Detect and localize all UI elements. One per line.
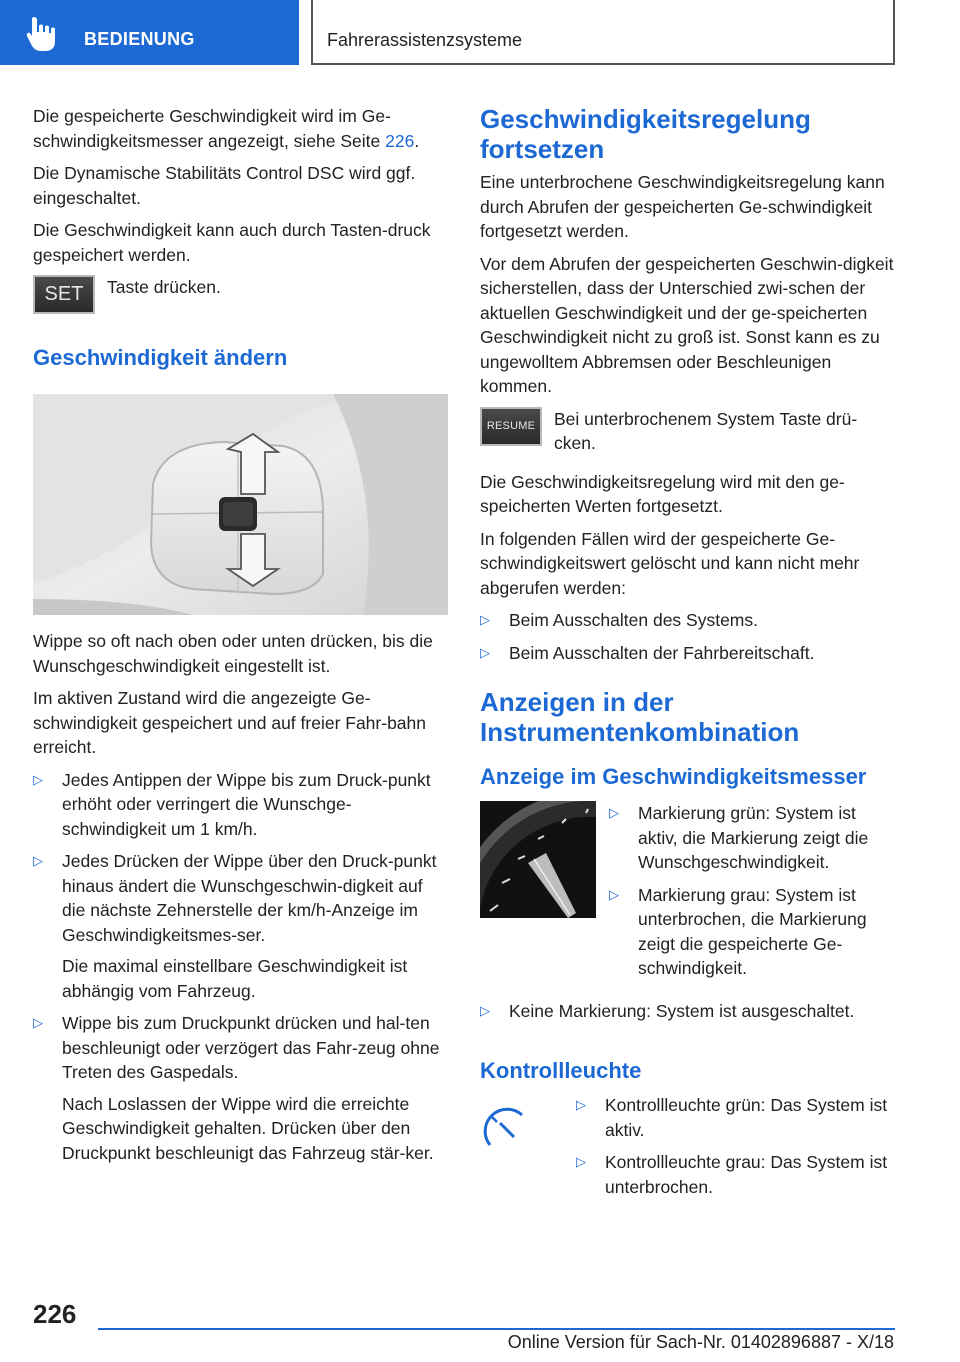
hand-pointer-icon	[22, 14, 64, 54]
cruise-control-lamp-icon	[480, 1103, 540, 1161]
footer-online-version: Online Version für Sach-Nr. 01402896887 - X/18	[507, 1332, 894, 1352]
heading-change-speed: Geschwindigkeit ändern	[33, 345, 288, 370]
chapter-box	[311, 0, 895, 65]
indicator-lamp-list	[576, 1093, 898, 1207]
list-item-text: Jedes Antippen der Wippe bis zum Druck‐punkt erhöht oder verringert die Wunschge‐schwindigkeit um 1 km/h.	[62, 769, 431, 839]
section-tab	[0, 0, 299, 65]
right-column	[480, 104, 898, 1207]
left-column	[33, 104, 448, 1173]
list-item	[480, 641, 898, 666]
paragraph: Die Geschwindigkeitsregelung wird mit den ge‐speicherten Werten fortgesetzt.	[480, 471, 845, 516]
list-item-text: Kontrollleuchte grün: Das System ist aktiv.	[605, 1095, 888, 1140]
list-item-text: Markierung grün: System ist aktiv, die Markierung zeigt die Wunschgeschwindigkeit.	[638, 803, 869, 872]
list-item	[480, 999, 898, 1024]
triangle-bullet-icon: ▷	[480, 644, 490, 660]
paragraph	[33, 104, 448, 153]
page-link[interactable]: 226	[385, 130, 415, 151]
heading-resume: Geschwindigkeitsregelung fortsetzen	[480, 104, 811, 164]
list-item-text: Markierung grau: System ist unterbrochen, die Markierung zeigt die gespeicherte Ge‐schwindigkeit.	[638, 884, 867, 978]
chapter-title: Fahrerassistenzsysteme	[327, 30, 523, 50]
list-item-text: Jedes Drücken der Wippe über den Druck‐punkt hinaus ändert die Wunschgeschwin‐digkeit auf die nächste Zehnerstelle der km/h‑Anzeige im Geschwindigkeitsmes‐ser.	[62, 851, 437, 945]
heading-indicator-lamp: Kontrollleuchte	[480, 1058, 642, 1083]
triangle-bullet-icon: ▷	[480, 1002, 490, 1018]
triangle-bullet-icon: ▷	[609, 886, 619, 902]
paragraph: Eine unterbrochene Geschwindigkeitsregelung kann durch Abrufen der gespeicherten Ge‐schwindigkeit fortgesetzt werden.	[480, 172, 885, 241]
heading-speedometer: Anzeige im Geschwindigkeitsmesser	[480, 764, 867, 789]
triangle-bullet-icon: ▷	[609, 805, 619, 820]
list-item	[480, 608, 898, 633]
list-item	[33, 1011, 448, 1165]
triangle-bullet-icon: ▷	[576, 1097, 586, 1112]
paragraph: Im aktiven Zustand wird die angezeigte Ge‐schwindigkeit gespeichert und auf freier Fahr‐bahn erreicht.	[33, 688, 426, 757]
list-item-text: Keine Markierung: System ist ausgeschaltet.	[509, 1000, 855, 1021]
list-item	[576, 1150, 898, 1199]
paragraph: Vor dem Abrufen der gespeicherten Geschwin‐digkeit sicherstellen, dass der Unterschied zwi‐schen der aktuellen Geschwindigkeit und der ge‐speicherten Geschwindigkeit nicht zu groß ist. Sonst kann es zu ungewolltem Abbremsen oder Beschleunigen kommen.	[480, 253, 894, 396]
speedometer-section	[480, 801, 898, 989]
list-item-text: Beim Ausschalten des Systems.	[509, 610, 758, 630]
list-item	[33, 849, 448, 1003]
list-item	[576, 1093, 898, 1142]
triangle-bullet-icon: ▷	[33, 853, 43, 868]
text: .	[414, 130, 420, 151]
list-item	[609, 883, 898, 981]
list-item	[33, 768, 448, 842]
set-key-icon: SET	[33, 275, 95, 314]
paragraph: Die Dynamische Stabilitäts Control DSC wird ggf. eingeschaltet.	[33, 163, 416, 208]
steering-wheel-rocker-image	[33, 394, 448, 615]
paragraph: In folgenden Fällen wird der gespeicherte Ge‐schwindigkeitswert gelöscht und kann nicht mehr abgerufen werden:	[480, 528, 860, 598]
list-item-text: Wippe bis zum Druckpunkt drücken und hal‐ten beschleunigt oder verzögert das Fahr‐zeug ohne Treten des Gaspedals.	[62, 1013, 440, 1082]
resume-key-icon: RESUME	[480, 407, 542, 446]
page-number: 226	[33, 1299, 77, 1329]
set-key-text: Taste drücken.	[107, 277, 221, 297]
triangle-bullet-icon: ▷	[33, 1015, 43, 1030]
speedometer-list	[609, 801, 898, 989]
list-item-continuation: Nach Loslassen der Wippe wird die erreichte Geschwindigkeit gehalten. Drücken über den Druckpunkt beschleunigt das Fahrzeug stär‐ker.	[62, 1093, 434, 1163]
paragraph: Die Geschwindigkeit kann auch durch Tasten‐druck gespeichert werden.	[33, 220, 431, 265]
resume-key-text: Bei unterbrochenem System Taste drü‐cken.	[554, 408, 858, 453]
heading-instrument-display: Anzeigen in der Instrumentenkombination	[480, 687, 800, 747]
list-item-text: Kontrollleuchte grau: Das System ist unterbrochen.	[605, 1152, 888, 1197]
set-key-row	[33, 275, 448, 314]
list-item-text: Beim Ausschalten der Fahrbereitschaft.	[509, 642, 815, 663]
triangle-bullet-icon: ▷	[33, 771, 43, 787]
paragraph: Wippe so oft nach oben oder unten drücken, bis die Wunschgeschwindigkeit eingestellt ist.	[33, 631, 433, 676]
text: Die gespeicherte Geschwindigkeit wird im Ge‐schwindigkeitsmesser angezeigt, siehe Seite	[33, 106, 391, 151]
speedometer-image	[480, 801, 596, 918]
section-label: BEDIENUNG	[84, 29, 195, 49]
triangle-bullet-icon: ▷	[480, 612, 490, 627]
indicator-lamp-section	[480, 1093, 898, 1207]
triangle-bullet-icon: ▷	[576, 1154, 586, 1169]
resume-key-row	[480, 407, 898, 456]
footer-divider	[98, 1328, 895, 1330]
list-item-continuation: Die maximal einstellbare Geschwindigkeit ist abhängig vom Fahrzeug.	[62, 956, 408, 1001]
list-item	[609, 801, 898, 875]
